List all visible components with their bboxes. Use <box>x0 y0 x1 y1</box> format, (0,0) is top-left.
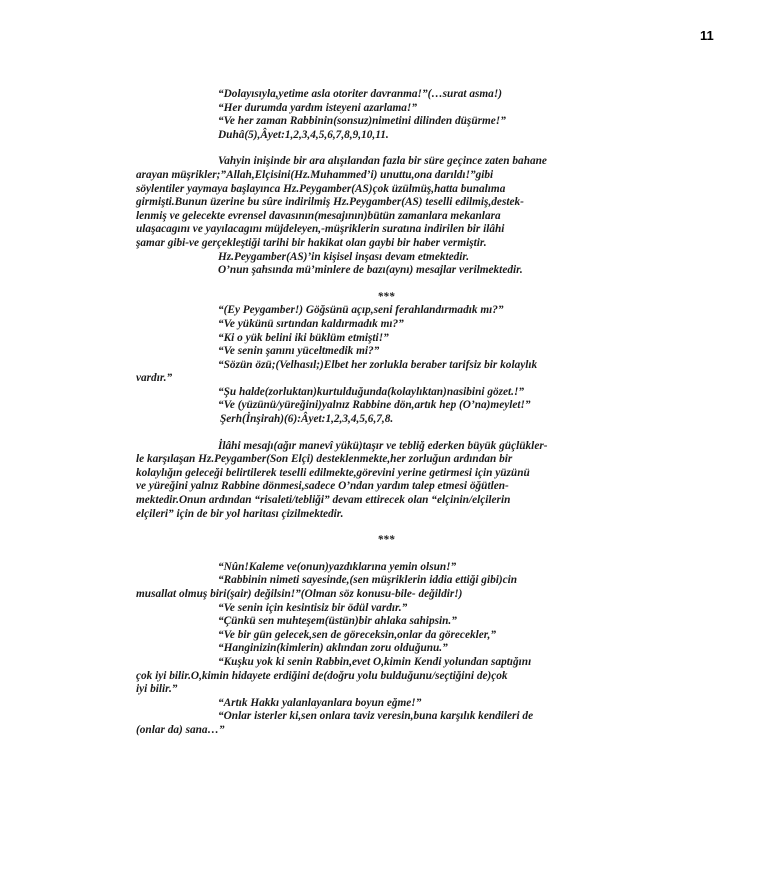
verse-line: “Dolayısıyla,yetime asla otoriter davranma!”(…surat asma!) <box>218 88 502 100</box>
verse-line: “Ve yükünü sırtından kaldırmadık mı?” <box>218 317 404 330</box>
verse-line: “Çünkü sen muhteşem(üstün)bir ahlaka sahipsin.” <box>218 615 457 628</box>
verse-line: “Ve her zaman Rabbinin(sonsuz)nimetini dilinden düşürme!” <box>218 115 506 128</box>
verse-line: musallat olmuş biri(şair) değilsin!”(Olman söz konusu-bile- değildir!) <box>136 588 463 600</box>
paragraph-line: ulaşacagını ve yayılacagını müjdeleyen,-müşriklerin suratına indirilen bir ilâhi <box>136 223 505 236</box>
paragraph-line: İlâhi mesajı(ağır manevî yükü)taşır ve tebliğ ederken büyük güçlükler- <box>218 439 548 452</box>
paragraph-line: ve yüreğini yalnız Rabbine dönmesi,sadece O’ndan yardım talep etmesi öğütlen- <box>136 480 509 493</box>
verse-line: “Rabbinin nimeti sayesinde,(sen müşriklerin iddia ettiği gibi)cin <box>218 574 518 587</box>
verse-line: “Ve bir gün gelecek,sen de göreceksin,onlar da görecekler,” <box>218 628 497 641</box>
paragraph-line: mektedir.Onun ardından “risaleti/tebliği” devam ettirecek olan “elçinin/elçilerin <box>136 494 511 507</box>
paragraph-line: girmişti.Bunun üzerine bu sûre indirilmiş Hz.Peygamber(AS) teselli edilmiş,destek- <box>136 196 524 209</box>
verse-line: “Her durumda yardım isteyeni azarlama!” <box>218 101 417 114</box>
page-number: 11 <box>700 28 714 43</box>
verse-reference: Şerh(İnşirah)(6):Âyet:1,2,3,4,5,6,7,8. <box>220 413 394 426</box>
paragraph-line: lenmiş ve gelecekte evrensel davasının(mesajının)bütün zamanlara mekanlara <box>136 209 501 222</box>
document-body <box>136 88 606 738</box>
verse-line: “Ki o yük belini iki büklüm etmişti!” <box>218 331 389 344</box>
verse-line: vardır.” <box>136 372 173 385</box>
verse-line: “Artık Hakkı yalanlayanlara boyun eğme!” <box>218 696 422 709</box>
paragraph-line: arayan müşrikler;”Allah,Elçisini(Hz.Muhammed’i) unuttu,ona darıldı!”gibi <box>136 168 494 181</box>
verse-line: “Ve senin için kesintisiz bir ödül vardır.” <box>218 601 408 614</box>
verse-line: “Şu halde(zorluktan)kurtulduğunda(kolaylıktan)nasibini gözet.!” <box>218 385 525 398</box>
paragraph-line: kolaylığın geleceği belirtilerek teselli edilmekte,görevini yerine getirmesi için yüzünü <box>136 466 530 479</box>
verse-line: “Kuşku yok ki senin Rabbin,evet O,kimin Kendi yolundan saptığını <box>218 655 532 668</box>
verse-line: çok iyi bilir.O,kimin hidayete erdiğini de(doğru yolu bulduğunu/seçtiğini de)çok <box>136 669 508 682</box>
paragraph-line: elçileri” için de bir yol haritası çizilmektedir. <box>136 507 344 520</box>
verse-line: “Ve (yüzünü/yüreğini)yalnız Rabbine dön,artık hep (O’na)meylet!” <box>218 399 531 412</box>
paragraph-line: le karşılaşan Hz.Peygamber(Son Elçi) desteklenmekte,her zorluğun ardından bir <box>136 453 513 466</box>
verse-line: “(Ey Peygamber!) Göğsünü açıp,seni ferahlandırmadık mı?” <box>218 304 504 317</box>
paragraph-line: Hz.Peygamber(AS)’in kişisel inşası devam etmektedir. <box>218 250 470 263</box>
section-separator: *** <box>377 534 395 547</box>
verse-line: “Sözün özü;(Velhasıl;)Elbet her zorlukla beraber tarifsiz bir kolaylık <box>218 358 538 371</box>
verse-line: “Onlar isterler ki,sen onlara taviz veresin,buna karşılık kendileri de <box>218 710 534 723</box>
paragraph-line: söylentiler yaymaya başlayınca Hz.Peygamber(AS)çok üzülmüş,hatta bunalıma <box>136 182 506 195</box>
section-separator: *** <box>377 290 395 303</box>
verse-reference: Duhâ(5),Âyet:1,2,3,4,5,6,7,8,9,10,11. <box>218 128 389 141</box>
verse-line: iyi bilir.” <box>136 683 178 696</box>
verse-line: “Hanginizin(kimlerin) aklından zoru olduğunu.” <box>218 642 448 655</box>
paragraph-line: Vahyin inişinde bir ara alışılandan fazla bir süre geçince zaten bahane <box>218 155 547 168</box>
paragraph-line: şamar gibi-ve gerçekleştiği tarihi bir hakikat olan gaybi bir haber vermiştir. <box>136 236 487 249</box>
paragraph-line: O’nun şahsında mü’minlere de bazı(aynı) mesajlar verilmektedir. <box>218 264 523 277</box>
verse-line: “Nûn!Kaleme ve(onun)yazdıklarına yemin olsun!” <box>218 560 457 573</box>
verse-line: “Ve senin şanını yüceltmedik mi?” <box>218 345 380 358</box>
verse-line: (onlar da) sana…” <box>136 723 225 736</box>
